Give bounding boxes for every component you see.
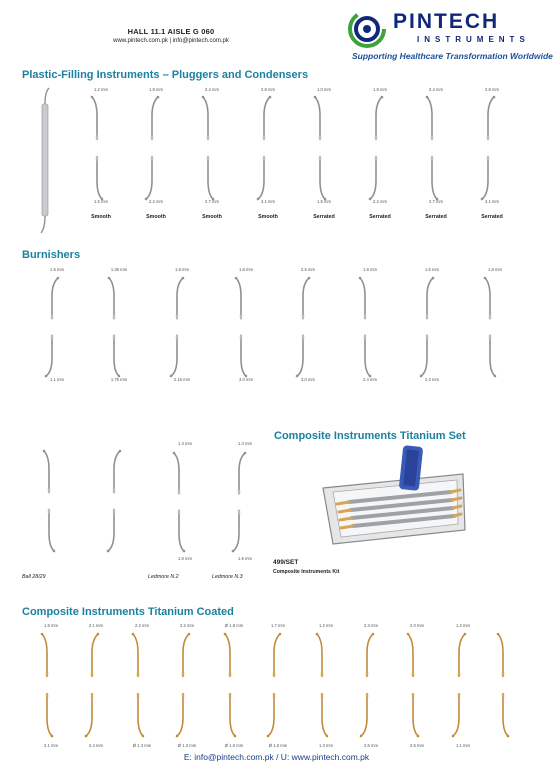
coated-size-top: 2.2 mm (135, 623, 149, 628)
instrument-icon (418, 275, 436, 379)
burnisher-size-top: 1.8 mm (363, 267, 377, 272)
instrument-icon (43, 275, 61, 379)
burnisher-size-bottom: 2.4 mm (363, 377, 377, 382)
composite-set-title: Composite Instruments Titanium Set (274, 430, 466, 442)
burnisher-size-bottom: 2.15 mm (173, 377, 191, 382)
coated-size-top: 2.1 mm (89, 623, 103, 628)
logo-brand: PINTECH (393, 10, 500, 33)
instrument-icon (168, 275, 186, 379)
coated-size-bottom: 1.3 mm (319, 743, 333, 748)
plugger-finish-label: Serrated (425, 214, 447, 220)
pluggers-title: Plastic-Filling Instruments – Pluggers and Condensers (22, 69, 309, 81)
plugger-size-top: 1.9 mm (149, 87, 163, 92)
plugger-finish-label: Serrated (481, 214, 503, 220)
burnisher-size-top: 1.5 mm (425, 267, 439, 272)
instrument-icon (311, 94, 329, 202)
burnisher-size-top: 2.5 mm (301, 267, 315, 272)
burnisher-size-top: 1.8 mm (488, 267, 502, 272)
label-ledmore-3: Ledmore N.3 (212, 574, 243, 580)
plugger-size-bottom: 3.1 mm (261, 199, 275, 204)
instrument-icon (105, 448, 123, 554)
coated-size-bottom: 2.1 mm (44, 743, 58, 748)
instrument-icon (174, 631, 192, 739)
instrument-icon (358, 631, 376, 739)
misc-size-top: 1.3 mm (178, 441, 192, 446)
plugger-finish-label: Smooth (146, 214, 166, 220)
coated-size-bottom: 2.5 mm (410, 743, 424, 748)
instrument-icon (450, 631, 468, 739)
instrument-icon (38, 631, 56, 739)
burnisher-size-top: 1.9 mm (175, 267, 189, 272)
plugger-size-bottom: 3.1 mm (485, 199, 499, 204)
instrument-icon (423, 94, 441, 202)
plugger-size-bottom: 2.7 mm (205, 199, 219, 204)
coated-size-bottom: Ø 1.3 mm (132, 743, 152, 748)
burnisher-size-bottom: 1.1 mm (50, 377, 64, 382)
plugger-size-bottom: 2.2 mm (373, 199, 387, 204)
label-ball: Ball 28/29 (22, 574, 46, 580)
misc-size-top: 1.3 mm (238, 441, 252, 446)
instrument-icon (404, 631, 422, 739)
instrument-icon (255, 94, 273, 202)
instrument-icon (494, 631, 512, 739)
logo-sub: INSTRUMENTS (417, 35, 530, 44)
misc-size-bottom: 1.9 mm (238, 556, 252, 561)
plugger-size-bottom: 2.2 mm (149, 199, 163, 204)
plugger-size-bottom: 1.5 mm (94, 199, 108, 204)
composite-coated-title: Composite Instruments Titanium Coated (22, 606, 234, 618)
label-ledmore-2: Ledmore N.2 (148, 574, 179, 580)
plugger-size-top: 2.8 mm (261, 87, 275, 92)
burnishers-title: Burnishers (22, 249, 81, 261)
coated-size-bottom: Ø 1.0 mm (268, 743, 288, 748)
kit-name: Composite Instruments Kit (273, 569, 340, 575)
header-block (96, 27, 246, 44)
plugger-size-top: 1.2 mm (94, 87, 108, 92)
instrument-kit-image (315, 444, 470, 550)
instrument-icon (313, 631, 331, 739)
instrument-icon (479, 94, 497, 202)
kit-code: 499/SET (273, 559, 299, 566)
burnisher-size-top: 1.5 mm (50, 267, 64, 272)
instrument-icon (294, 275, 312, 379)
instrument-icon (129, 631, 147, 739)
burnisher-size-top: 1.8 mm (239, 267, 253, 272)
misc-size-bottom: 1.9 mm (178, 556, 192, 561)
plugger-size-bottom: 2.7 mm (429, 199, 443, 204)
plugger-handle-icon (38, 86, 52, 236)
instrument-icon (105, 275, 123, 379)
coated-size-top: Ø 1.8 mm (224, 623, 244, 628)
instrument-icon (88, 94, 106, 202)
pintech-logo (345, 8, 553, 68)
plugger-finish-label: Smooth (258, 214, 278, 220)
footer-contact: E: info@pintech.com.pk / U: www.pintech.com.pk (183, 752, 370, 762)
instrument-icon (221, 631, 239, 739)
burnisher-size-bottom: 2.3 mm (425, 377, 439, 382)
coated-size-bottom: Ø 1.0 mm (224, 743, 244, 748)
plugger-size-bottom: 1.5 mm (317, 199, 331, 204)
coated-size-top: 1.2 mm (319, 623, 333, 628)
instrument-icon (40, 448, 58, 554)
plugger-size-top: 1.0 mm (317, 87, 331, 92)
hall-location: HALL 11.1 AISLE G 060 (127, 27, 215, 36)
coated-size-top: 1.7 mm (271, 623, 285, 628)
coated-size-bottom: 2.5 mm (364, 743, 378, 748)
burnisher-size-bottom: 3.0 mm (301, 377, 315, 382)
instrument-icon (199, 94, 217, 202)
instrument-icon (367, 94, 385, 202)
plugger-size-top: 1.9 mm (373, 87, 387, 92)
coated-size-top: 2.0 mm (410, 623, 424, 628)
logo-mark-icon (345, 8, 393, 52)
instrument-icon (481, 275, 499, 379)
contact-line: www.pintech.com.pk | info@pintech.com.pk (113, 38, 229, 44)
plugger-finish-label: Serrated (313, 214, 335, 220)
coated-size-top: 1.9 mm (44, 623, 58, 628)
plugger-size-top: 2.8 mm (485, 87, 499, 92)
coated-size-top: 1.2 mm (456, 623, 470, 628)
instrument-icon (230, 450, 248, 554)
instrument-icon (265, 631, 283, 739)
plugger-size-top: 2.4 mm (429, 87, 443, 92)
plugger-finish-label: Smooth (202, 214, 222, 220)
instrument-icon (356, 275, 374, 379)
coated-size-top: 2.3 mm (364, 623, 378, 628)
coated-size-bottom: 2.4 mm (89, 743, 103, 748)
instrument-icon (170, 450, 188, 554)
coated-size-bottom: Ø 1.3 mm (177, 743, 197, 748)
burnisher-size-top: 1.35 mm (110, 267, 128, 272)
plugger-finish-label: Smooth (91, 214, 111, 220)
instrument-icon (83, 631, 101, 739)
instrument-icon (143, 94, 161, 202)
instrument-icon (232, 275, 250, 379)
coated-size-top: 2.2 mm (180, 623, 194, 628)
plugger-size-top: 2.4 mm (205, 87, 219, 92)
logo-tagline: Supporting Healthcare Transformation Worldwide (352, 51, 553, 61)
burnisher-size-bottom: 3.0 mm (239, 377, 253, 382)
burnisher-size-bottom: 1.75 mm (110, 377, 128, 382)
coated-size-bottom: 1.1 mm (456, 743, 470, 748)
plugger-finish-label: Serrated (369, 214, 391, 220)
